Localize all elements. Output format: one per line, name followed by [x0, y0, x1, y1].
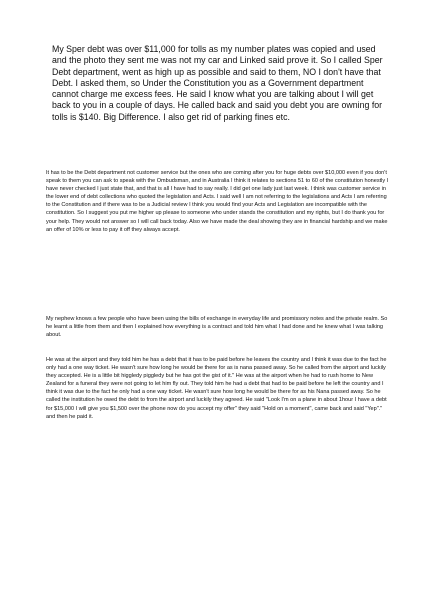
body-paragraph-airport: He was at the airport and they told him he has a debt that it has to be paid before he leaves the country and I think it was due to the fact he only had a one way ticket. He wasn't sure how long he would be there for as is nana passed away. So he called from the airport and luckily they accepted. He is a little bit higgledy piggledy but he has got the gist of it." He was at the airport when he had to rush home to New Zealand for a funeral they were not going to let him fly out. They told him he had a debt that had to be paid before he left the country and I think it was due to the fact he only had a one way ticket. He wasn't sure how long he would be there for as his Nana passed away. So he called the institution he owed the debt to from the airport and luckily they agreed. He said "Look I'm on a plane in about 1hour I have a debt for $15,000 I will give you $1,500 over the phone now do you accept my offer" they said "Hold on a moment", came back and said "Yep"." and then he paid it. — [46, 357, 387, 420]
body-paragraph-debt-department: It has to be the Debt department not customer service but the ones who are coming after you for huge debts over $10,000 even if you don't speak to them you can ask to speak with the Ombudsman, and in Australia I think it relates to sections 51 to 60 of the constitution honestly I have never checked I just state that, and that is all I have had to say really. I did get one lady just last week. I think was customer service in the lower end of debt collections who quoted the legislation and Acts. I said well I am not referring to the legislations and Acts I am referring to the Constitution and if there was to be a Judicial review I think you would find your Acts and Legislation are incompatible with the constitution. So I suggest you put me higher up please to someone who under stands the constitution and my rights, but I do thank you for your help. They would not answer so I will call back today. Also we have made the deal showing they are in financial hardship and we make an offer of 10% or less to pay it off they always accept. — [46, 170, 389, 233]
body-paragraph-nephew: My nephew knows a few people who have been using the bills of exchange in everyday life and promissory notes and the private realm. So he learnt a little from them and then I explained how everything is a contract and told him what I had done and he knew what I was talking about. — [46, 316, 388, 339]
lead-paragraph: My Sper debt was over $11,000 for tolls as my number plates was copied and used and the photo they sent me was not my car and Linked said prove it. So I called Sper Debt department, went as high up as possible and said to them, NO I don't have that Debt. I asked them, so Under the Constitution you as a Government department cannot charge me excess fees. He said I know what you are talking about I will get back to you in a couple of days. He called back and said you debt you are owning for tolls is $140. Big Difference. I also get rid of parking fines etc. — [52, 44, 383, 122]
